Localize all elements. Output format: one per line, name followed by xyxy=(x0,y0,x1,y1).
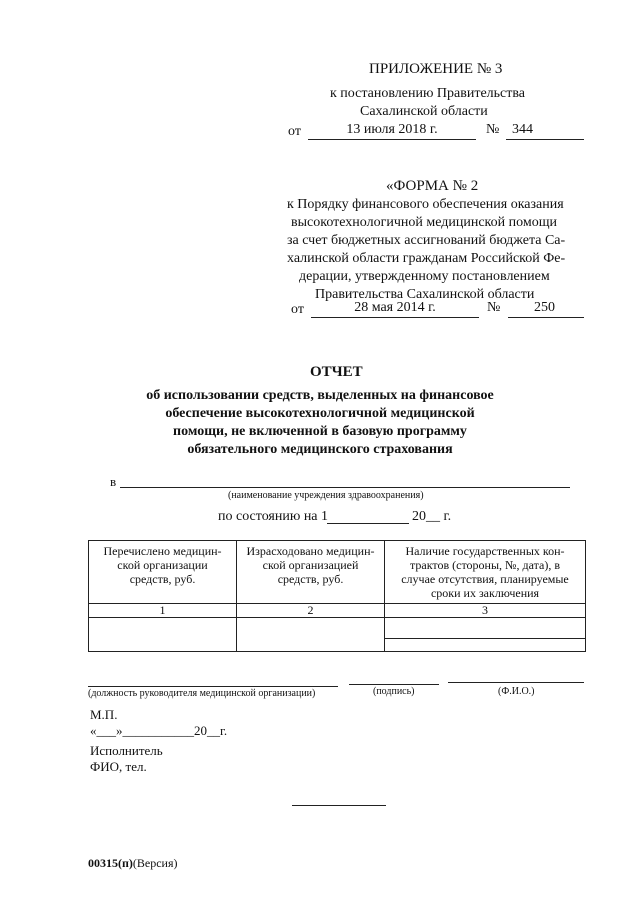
signature-underline xyxy=(349,684,439,685)
signature-date: «___»___________20__г. xyxy=(90,723,228,738)
form-line: к Порядку финансового обеспечения оказания xyxy=(287,197,564,212)
footer-code: 00315(п) xyxy=(88,856,133,870)
header-line: Израсходовано медицин- xyxy=(246,544,375,558)
bottom-separator xyxy=(292,805,386,806)
header-line: сроки их заключения xyxy=(430,586,540,600)
header-line: Перечислено медицин- xyxy=(103,544,222,558)
appendix-date-underline xyxy=(308,139,476,140)
header-line: ской организации xyxy=(117,558,208,572)
contact-label: ФИО, тел. xyxy=(90,759,147,774)
header-spent xyxy=(237,541,385,604)
form-number-underline xyxy=(508,317,584,318)
header-line: ской организацией xyxy=(262,558,359,572)
header-line: средств, руб. xyxy=(129,572,196,586)
appendix-title: ПРИЛОЖЕНИЕ № 3 xyxy=(369,61,503,77)
appendix-from-label: от xyxy=(288,124,301,139)
header-contracts xyxy=(385,541,586,604)
column-number-2: 2 xyxy=(237,604,385,618)
footer-code-line xyxy=(88,856,178,871)
stamp-label: М.П. xyxy=(90,707,118,722)
appendix-date: 13 июля 2018 г. xyxy=(346,122,438,137)
form-from-label: от xyxy=(291,302,304,317)
institution-caption: (наименование учреждения здравоохранения) xyxy=(228,490,424,501)
name-underline xyxy=(448,682,584,683)
header-line: случае отсутствия, планируемые xyxy=(401,572,569,586)
table-number-row xyxy=(89,604,586,618)
form-line: за счет бюджетных ассигнований бюджета Са- xyxy=(287,233,566,248)
appendix-number: 344 xyxy=(512,122,533,137)
position-caption: (должность руководителя медицинской организации) xyxy=(88,688,316,699)
institution-in-label: в xyxy=(110,474,117,489)
appendix-line-2: Сахалинской области xyxy=(360,104,488,119)
form-line: Правительства Сахалинской области xyxy=(315,287,535,302)
form-number-label: № xyxy=(487,300,501,315)
footer-version: (Версия) xyxy=(132,856,178,870)
column-number-1: 1 xyxy=(89,604,237,618)
table-row xyxy=(89,618,586,652)
form-line: дерации, утвержденному постановлением xyxy=(299,269,550,284)
name-caption: (Ф.И.О.) xyxy=(498,686,535,697)
cell-contracts-subrow xyxy=(385,618,585,639)
report-title: ОТЧЕТ xyxy=(310,364,363,380)
header-line: средств, руб. xyxy=(277,572,344,586)
report-subtitle-line: обязательного медицинского страхования xyxy=(187,442,453,457)
appendix-line-1: к постановлению Правительства xyxy=(330,86,526,101)
signature-caption: (подпись) xyxy=(373,686,415,697)
position-underline xyxy=(88,686,338,687)
header-line: трактов (стороны, №, дата), в xyxy=(410,558,560,572)
as-of-year: 20__ г. xyxy=(412,509,452,524)
form-title: «ФОРМА № 2 xyxy=(386,178,479,194)
executor-label: Исполнитель xyxy=(90,743,163,758)
appendix-number-underline xyxy=(506,139,584,140)
report-subtitle xyxy=(120,387,520,459)
cell-transferred[interactable] xyxy=(89,618,237,652)
form-date: 28 мая 2014 г. xyxy=(354,300,436,315)
header-line: Наличие государственных кон- xyxy=(405,544,565,558)
appendix-number-label: № xyxy=(486,122,500,137)
report-subtitle-line: об использовании средств, выделенных на финансовое xyxy=(146,388,494,403)
cell-contracts[interactable] xyxy=(385,618,586,652)
form-line: высокотехнологичной медицинской помощи xyxy=(291,215,557,230)
form-line: халинской области гражданам Российской Фе- xyxy=(287,251,566,266)
report-table xyxy=(88,540,586,652)
cell-spent[interactable] xyxy=(237,618,385,652)
form-date-underline xyxy=(311,317,479,318)
institution-underline xyxy=(120,487,570,488)
column-number-3: 3 xyxy=(385,604,586,618)
form-description xyxy=(287,196,597,304)
header-transferred xyxy=(89,541,237,604)
report-subtitle-line: обеспечение высокотехнологичной медицинской xyxy=(165,406,475,421)
table-header-row xyxy=(89,541,586,604)
form-number: 250 xyxy=(534,300,555,315)
as-of-day-underline xyxy=(327,523,409,524)
report-subtitle-line: помощи, не включенной в базовую программу xyxy=(173,424,467,439)
as-of-prefix: по состоянию на 1 xyxy=(218,509,329,524)
